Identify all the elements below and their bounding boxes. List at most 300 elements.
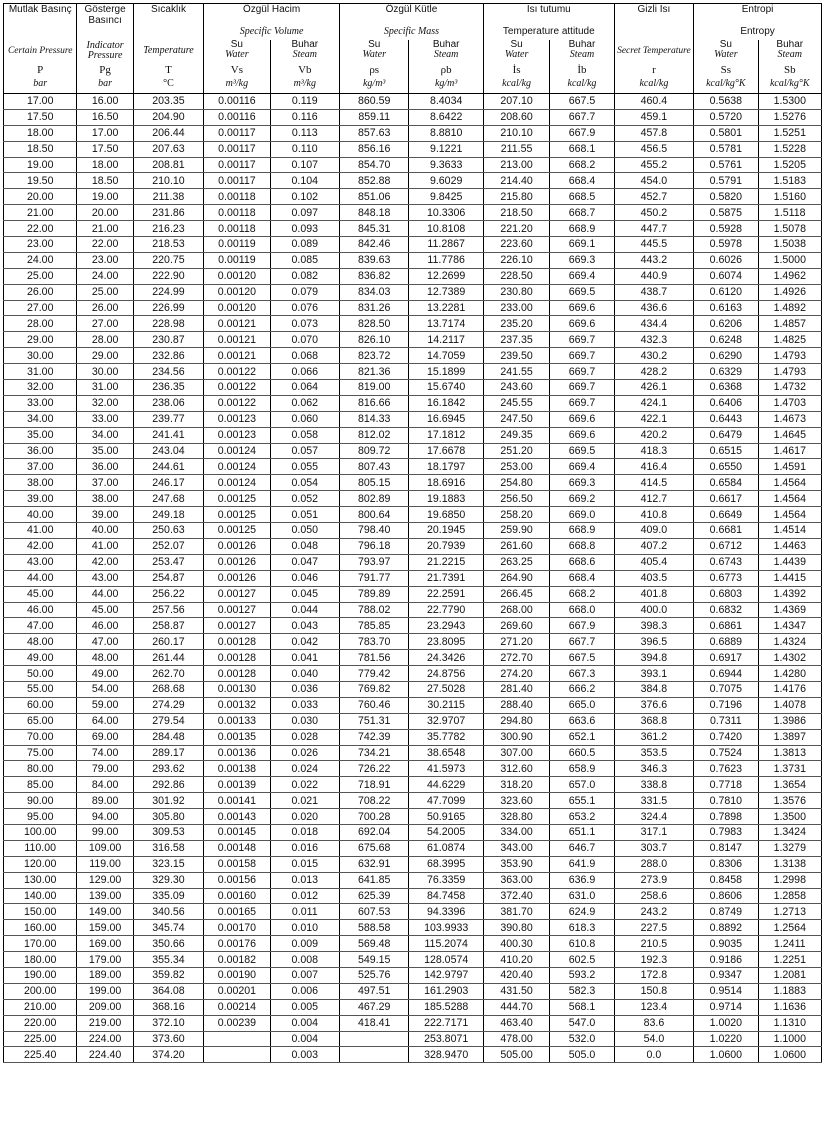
cell-r: 368.8 [614, 713, 693, 729]
table-row [4, 697, 822, 713]
cell-t: 374.20 [133, 1047, 203, 1063]
cell-ss: 0.5781 [694, 141, 758, 157]
cell-p: 38.00 [4, 475, 77, 491]
cell-r: 420.2 [614, 427, 693, 443]
cell-pb: 253.8071 [409, 1031, 483, 1047]
cell-p: 225.00 [4, 1031, 77, 1047]
cell-sb: 1.4564 [758, 507, 821, 523]
cell-ss: 0.7420 [694, 729, 758, 745]
table-row [4, 316, 822, 332]
cell-ps: 779.42 [340, 666, 409, 682]
cell-sb: 1.4176 [758, 681, 821, 697]
cell-is: 208.60 [483, 109, 549, 125]
cell-t: 262.70 [133, 666, 203, 682]
cell-t: 238.06 [133, 395, 203, 411]
cell-p: 18.00 [4, 125, 77, 141]
cell-ps: 793.97 [340, 554, 409, 570]
cell-sb: 1.1883 [758, 983, 821, 999]
cell-ps: 836.82 [340, 268, 409, 284]
latent-heat-en: Secret Temperature [614, 40, 693, 62]
cell-is: 269.60 [483, 618, 549, 634]
cell-sb: 1.4439 [758, 554, 821, 570]
cell-vs: 0.00121 [204, 348, 270, 364]
cell-ps [340, 1047, 409, 1063]
cell-is: 253.00 [483, 459, 549, 475]
cell-t: 218.53 [133, 237, 203, 253]
cell-ss: 0.6406 [694, 395, 758, 411]
cell-is: 307.00 [483, 745, 549, 761]
cell-ib: 669.6 [550, 427, 614, 443]
cell-pg: 16.50 [77, 109, 133, 125]
temperature-en: Temperature [133, 40, 203, 62]
cell-r: 410.8 [614, 507, 693, 523]
cell-vs: 0.00117 [204, 125, 270, 141]
cell-ib: 669.6 [550, 300, 614, 316]
cell-ss: 0.6649 [694, 507, 758, 523]
cell-p: 24.00 [4, 252, 77, 268]
cell-pg: 169.00 [77, 936, 133, 952]
cell-sb: 1.3500 [758, 809, 821, 825]
cell-r: 422.1 [614, 411, 693, 427]
cell-ps: 742.39 [340, 729, 409, 745]
cell-sb: 1.4892 [758, 300, 821, 316]
cell-ps: 816.66 [340, 395, 409, 411]
cell-pb: 35.7782 [409, 729, 483, 745]
cell-sb: 1.3731 [758, 761, 821, 777]
cell-vb: 0.110 [270, 141, 339, 157]
cell-ps: 760.46 [340, 697, 409, 713]
cell-pg: 59.00 [77, 697, 133, 713]
cell-p: 18.50 [4, 141, 77, 157]
cell-r: 430.2 [614, 348, 693, 364]
cell-pg: 39.00 [77, 507, 133, 523]
cell-vs: 0.00123 [204, 427, 270, 443]
cell-sb: 1.0600 [758, 1047, 821, 1063]
cell-pb: 8.8810 [409, 125, 483, 141]
cell-ps: 796.18 [340, 538, 409, 554]
cell-vb: 0.064 [270, 380, 339, 396]
cell-vb: 0.003 [270, 1047, 339, 1063]
cell-vs: 0.00138 [204, 761, 270, 777]
cell-p: 42.00 [4, 538, 77, 554]
cell-pb: 115.2074 [409, 936, 483, 952]
cell-pb: 38.6548 [409, 745, 483, 761]
cell-is: 259.90 [483, 523, 549, 539]
specific-volume-header: Özgül Hacim [204, 4, 340, 27]
cell-is: 300.90 [483, 729, 549, 745]
cell-sb: 1.1000 [758, 1031, 821, 1047]
cell-vb: 0.010 [270, 920, 339, 936]
cell-p: 26.00 [4, 284, 77, 300]
cell-t: 355.34 [133, 952, 203, 968]
cell-vs: 0.00117 [204, 141, 270, 157]
cell-ss: 0.6248 [694, 332, 758, 348]
cell-ps: 805.15 [340, 475, 409, 491]
unit-t: °C [133, 78, 203, 94]
cell-pg: 43.00 [77, 570, 133, 586]
cell-vs: 0.00182 [204, 952, 270, 968]
cell-ib: 669.3 [550, 252, 614, 268]
cell-is: 207.10 [483, 94, 549, 110]
cell-pg: 24.00 [77, 268, 133, 284]
cell-ps: 848.18 [340, 205, 409, 221]
cell-is: 363.00 [483, 872, 549, 888]
cell-r: 454.0 [614, 173, 693, 189]
cell-is: 263.25 [483, 554, 549, 570]
cell-ps: 734.21 [340, 745, 409, 761]
cell-r: 394.8 [614, 650, 693, 666]
symbol-vs: Vs [204, 62, 270, 78]
cell-ps: 854.70 [340, 157, 409, 173]
cell-is: 245.55 [483, 395, 549, 411]
table-row [4, 157, 822, 173]
cell-ib: 668.1 [550, 141, 614, 157]
symbol-p: P [4, 62, 77, 78]
cell-r: 457.8 [614, 125, 693, 141]
cell-vs: 0.00128 [204, 666, 270, 682]
cell-ss: 0.8606 [694, 888, 758, 904]
cell-ss: 0.5978 [694, 237, 758, 253]
cell-p: 35.00 [4, 427, 77, 443]
cell-sb: 1.4926 [758, 284, 821, 300]
cell-t: 224.99 [133, 284, 203, 300]
cell-ps: 569.48 [340, 936, 409, 952]
cell-is: 318.20 [483, 777, 549, 793]
table-row [4, 777, 822, 793]
cell-vb: 0.097 [270, 205, 339, 221]
cell-ps [340, 1031, 409, 1047]
cell-sb: 1.4732 [758, 380, 821, 396]
cell-ib: 668.6 [550, 554, 614, 570]
cell-pb: 11.7786 [409, 252, 483, 268]
cell-pb: 22.2591 [409, 586, 483, 602]
cell-pg: 44.00 [77, 586, 133, 602]
cell-ps: 785.85 [340, 618, 409, 634]
cell-r: 460.4 [614, 94, 693, 110]
cell-pg: 47.00 [77, 634, 133, 650]
unit-vs: m³/kg [204, 78, 270, 94]
cell-is: 261.60 [483, 538, 549, 554]
cell-ss: 0.7623 [694, 761, 758, 777]
cell-vb: 0.045 [270, 586, 339, 602]
cell-is: 444.70 [483, 999, 549, 1015]
cell-t: 257.56 [133, 602, 203, 618]
cell-ss: 0.6681 [694, 523, 758, 539]
cell-pg: 129.00 [77, 872, 133, 888]
cell-ss: 0.9035 [694, 936, 758, 952]
cell-pb: 27.5028 [409, 681, 483, 697]
cell-vb: 0.073 [270, 316, 339, 332]
cell-r: 227.5 [614, 920, 693, 936]
cell-vs: 0.00125 [204, 507, 270, 523]
cell-pb: 50.9165 [409, 809, 483, 825]
cell-vs: 0.00128 [204, 634, 270, 650]
gauge-pressure-header: Gösterge Basıncı [77, 4, 133, 27]
cell-vs: 0.00143 [204, 809, 270, 825]
cell-vs: 0.00133 [204, 713, 270, 729]
cell-vs: 0.00119 [204, 237, 270, 253]
table-row [4, 602, 822, 618]
cell-pg: 84.00 [77, 777, 133, 793]
cell-p: 220.00 [4, 1015, 77, 1031]
cell-sb: 1.3654 [758, 777, 821, 793]
cell-pg: 42.00 [77, 554, 133, 570]
cell-t: 220.75 [133, 252, 203, 268]
cell-vb: 0.046 [270, 570, 339, 586]
cell-sb: 1.3576 [758, 793, 821, 809]
table-row [4, 1015, 822, 1031]
cell-vs: 0.00145 [204, 824, 270, 840]
cell-ib: 646.7 [550, 840, 614, 856]
cell-r: 398.3 [614, 618, 693, 634]
cell-r: 54.0 [614, 1031, 693, 1047]
cell-ss: 0.9186 [694, 952, 758, 968]
cell-pb: 128.0574 [409, 952, 483, 968]
cell-is: 215.80 [483, 189, 549, 205]
table-row [4, 189, 822, 205]
cell-r: 434.4 [614, 316, 693, 332]
cell-vs: 0.00176 [204, 936, 270, 952]
cell-vs: 0.00190 [204, 967, 270, 983]
cell-ps: 809.72 [340, 443, 409, 459]
cell-is: 288.40 [483, 697, 549, 713]
cell-ps: 859.11 [340, 109, 409, 125]
cell-ss: 0.6163 [694, 300, 758, 316]
cell-p: 32.00 [4, 380, 77, 396]
cell-ps: 700.28 [340, 809, 409, 825]
cell-vs: 0.00127 [204, 618, 270, 634]
cell-vb: 0.066 [270, 364, 339, 380]
cell-is: 463.40 [483, 1015, 549, 1031]
cell-t: 372.10 [133, 1015, 203, 1031]
cell-r: 243.2 [614, 904, 693, 920]
cell-sb: 1.4463 [758, 538, 821, 554]
cell-vs: 0.00122 [204, 380, 270, 396]
cell-vb: 0.033 [270, 697, 339, 713]
cell-ps: 726.22 [340, 761, 409, 777]
table-row [4, 523, 822, 539]
cell-ss: 0.6861 [694, 618, 758, 634]
cell-ps: 549.15 [340, 952, 409, 968]
cell-ps: 641.85 [340, 872, 409, 888]
cell-p: 65.00 [4, 713, 77, 729]
cell-pg: 28.00 [77, 332, 133, 348]
cell-sb: 1.5228 [758, 141, 821, 157]
table-row [4, 888, 822, 904]
cell-pg: 49.00 [77, 666, 133, 682]
cell-r: 393.1 [614, 666, 693, 682]
cell-vb: 0.016 [270, 840, 339, 856]
cell-vb: 0.055 [270, 459, 339, 475]
cell-ps: 856.16 [340, 141, 409, 157]
cell-vs: 0.00124 [204, 459, 270, 475]
cell-t: 231.86 [133, 205, 203, 221]
cell-ss: 0.6479 [694, 427, 758, 443]
cell-t: 234.56 [133, 364, 203, 380]
cell-sb: 1.5038 [758, 237, 821, 253]
cell-sb: 1.4673 [758, 411, 821, 427]
cell-is: 328.80 [483, 809, 549, 825]
cell-vs: 0.00123 [204, 411, 270, 427]
symbol-sb: Sb [758, 62, 821, 78]
table-row [4, 745, 822, 761]
cell-pg: 89.00 [77, 793, 133, 809]
latent-heat-header: Gizli Isı [614, 4, 693, 27]
cell-is: 251.20 [483, 443, 549, 459]
cell-ib: 669.5 [550, 284, 614, 300]
cell-ib: 663.6 [550, 713, 614, 729]
cell-p: 70.00 [4, 729, 77, 745]
cell-vb: 0.004 [270, 1031, 339, 1047]
cell-vs: 0.00126 [204, 554, 270, 570]
cell-t: 244.61 [133, 459, 203, 475]
cell-vs: 0.00214 [204, 999, 270, 1015]
cell-vs: 0.00141 [204, 793, 270, 809]
cell-ib: 668.8 [550, 538, 614, 554]
cell-ps: 800.64 [340, 507, 409, 523]
cell-pb: 10.8108 [409, 221, 483, 237]
cell-ss: 0.6550 [694, 459, 758, 475]
cell-sb: 1.3986 [758, 713, 821, 729]
cell-pg: 34.00 [77, 427, 133, 443]
cell-ps: 839.63 [340, 252, 409, 268]
cell-pb: 23.2943 [409, 618, 483, 634]
cell-r: 150.8 [614, 983, 693, 999]
cell-t: 222.90 [133, 268, 203, 284]
cell-t: 254.87 [133, 570, 203, 586]
cell-sb: 1.4347 [758, 618, 821, 634]
cell-r: 353.5 [614, 745, 693, 761]
cell-ss: 0.7983 [694, 824, 758, 840]
cell-p: 210.00 [4, 999, 77, 1015]
cell-vs [204, 1031, 270, 1047]
cell-vb: 0.070 [270, 332, 339, 348]
cell-vb: 0.009 [270, 936, 339, 952]
cell-p: 43.00 [4, 554, 77, 570]
table-row [4, 332, 822, 348]
cell-ib: 651.1 [550, 824, 614, 840]
cell-vs: 0.00125 [204, 491, 270, 507]
cell-r: 450.2 [614, 205, 693, 221]
cell-ib: 667.3 [550, 666, 614, 682]
cell-r: 443.2 [614, 252, 693, 268]
cell-sb: 1.5205 [758, 157, 821, 173]
cell-pb: 12.2699 [409, 268, 483, 284]
cell-ps: 789.89 [340, 586, 409, 602]
cell-vb: 0.015 [270, 856, 339, 872]
cell-pb: 84.7458 [409, 888, 483, 904]
cell-is: 249.35 [483, 427, 549, 443]
table-row [4, 507, 822, 523]
cell-ps: 769.82 [340, 681, 409, 697]
cell-ps: 821.36 [340, 364, 409, 380]
cell-ss: 0.6832 [694, 602, 758, 618]
cell-r: 412.7 [614, 491, 693, 507]
cell-ss: 0.7718 [694, 777, 758, 793]
cell-r: 401.8 [614, 586, 693, 602]
cell-pg: 16.00 [77, 94, 133, 110]
cell-is: 228.50 [483, 268, 549, 284]
cell-pb: 54.2005 [409, 824, 483, 840]
cell-vb: 0.043 [270, 618, 339, 634]
cell-ib: 618.3 [550, 920, 614, 936]
cell-sb: 1.5118 [758, 205, 821, 221]
cell-vs: 0.00116 [204, 109, 270, 125]
cell-is: 353.90 [483, 856, 549, 872]
cell-r: 452.7 [614, 189, 693, 205]
cell-t: 292.86 [133, 777, 203, 793]
entropy-header: Entropi [694, 4, 822, 27]
table-row [4, 666, 822, 682]
cell-ib: 532.0 [550, 1031, 614, 1047]
cell-p: 110.00 [4, 840, 77, 856]
cell-ib: 669.4 [550, 459, 614, 475]
cell-ib: 631.0 [550, 888, 614, 904]
cell-pg: 224.40 [77, 1047, 133, 1063]
cell-p: 27.00 [4, 300, 77, 316]
cell-r: 424.1 [614, 395, 693, 411]
cell-ib: 653.2 [550, 809, 614, 825]
cell-t: 335.09 [133, 888, 203, 904]
cell-vs: 0.00122 [204, 364, 270, 380]
steam-table [3, 3, 822, 1063]
cell-p: 190.00 [4, 967, 77, 983]
cell-r: 288.0 [614, 856, 693, 872]
cell-ib: 505.0 [550, 1047, 614, 1063]
cell-vs: 0.00118 [204, 221, 270, 237]
cell-is: 258.20 [483, 507, 549, 523]
cell-pg: 79.00 [77, 761, 133, 777]
cell-vb: 0.057 [270, 443, 339, 459]
cell-t: 208.81 [133, 157, 203, 173]
cell-pg: 179.00 [77, 952, 133, 968]
cell-p: 55.00 [4, 681, 77, 697]
cell-vs: 0.00120 [204, 284, 270, 300]
cell-ib: 668.0 [550, 602, 614, 618]
cell-is: 372.40 [483, 888, 549, 904]
cell-sb: 1.4825 [758, 332, 821, 348]
cell-r: 440.9 [614, 268, 693, 284]
table-row [4, 94, 822, 110]
cell-pb: 19.6850 [409, 507, 483, 523]
cell-ss: 1.0020 [694, 1015, 758, 1031]
cell-ib: 658.9 [550, 761, 614, 777]
cell-ib: 652.1 [550, 729, 614, 745]
cell-r: 418.3 [614, 443, 693, 459]
cell-ps: 788.02 [340, 602, 409, 618]
vs-label: Su Water [204, 40, 270, 62]
unit-ps: kg/m³ [340, 78, 409, 94]
cell-ps: 798.40 [340, 523, 409, 539]
cell-ps: 708.22 [340, 793, 409, 809]
cell-is: 223.60 [483, 237, 549, 253]
cell-p: 41.00 [4, 523, 77, 539]
cell-ps: 812.02 [340, 427, 409, 443]
cell-p: 30.00 [4, 348, 77, 364]
cell-sb: 1.4793 [758, 364, 821, 380]
cell-pg: 139.00 [77, 888, 133, 904]
cell-is: 431.50 [483, 983, 549, 999]
cell-ss: 0.5638 [694, 94, 758, 110]
cell-pg: 33.00 [77, 411, 133, 427]
cell-pg: 46.00 [77, 618, 133, 634]
cell-vb: 0.085 [270, 252, 339, 268]
cell-is: 390.80 [483, 920, 549, 936]
cell-ss: 0.7524 [694, 745, 758, 761]
cell-ib: 667.7 [550, 109, 614, 125]
cell-p: 20.00 [4, 189, 77, 205]
cell-vs: 0.00139 [204, 777, 270, 793]
